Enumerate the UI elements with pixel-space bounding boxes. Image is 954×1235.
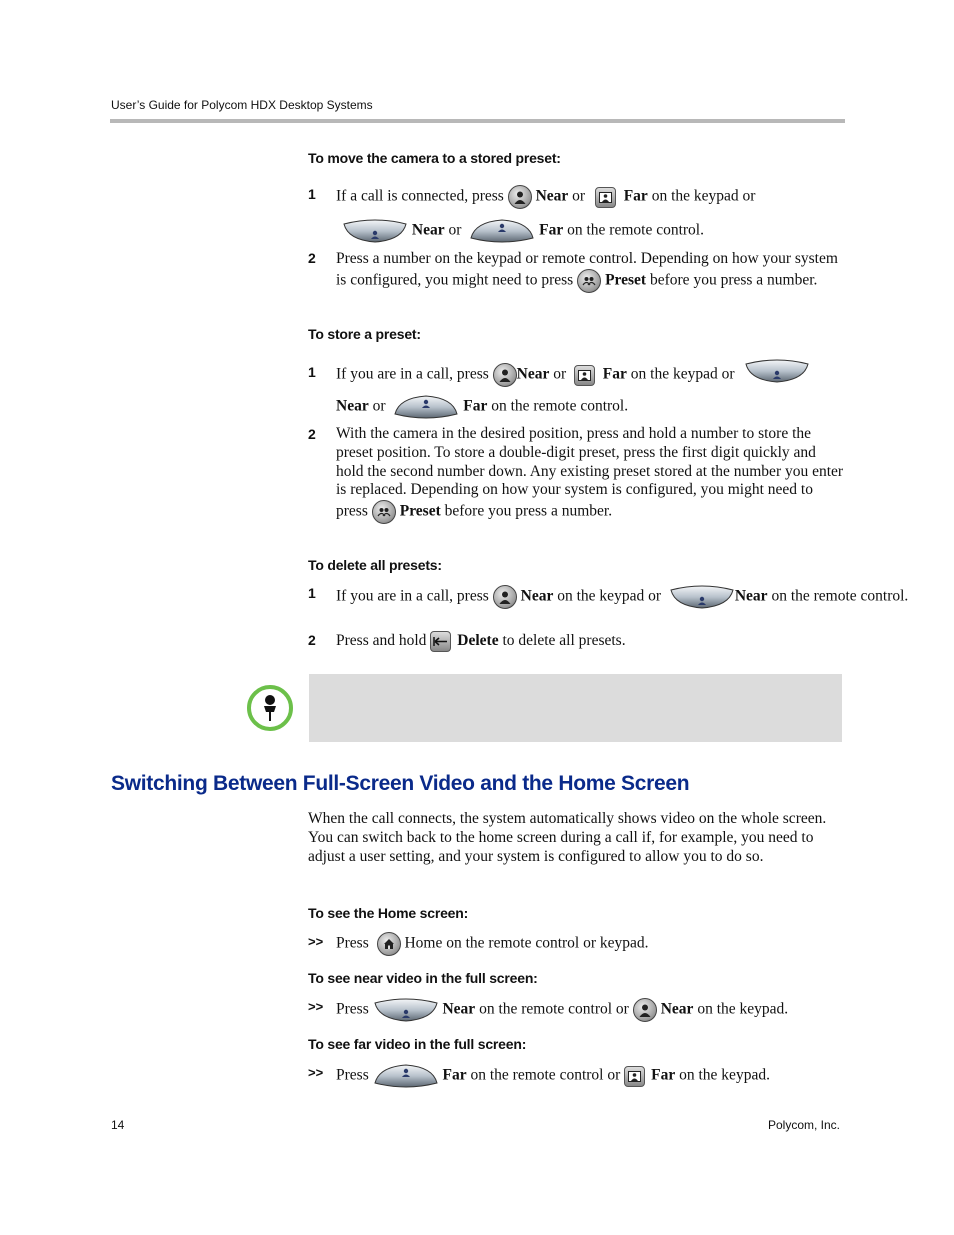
near-key-icon	[493, 585, 517, 609]
section-intro: When the call connects, the system automatically shows video on the whole screen. You can switch back to the home screen during a call if, for example, you need to adjust a user setting, and your system is configured to allow you to do so.	[308, 810, 827, 865]
procedure-heading-home: To see the Home screen:	[308, 905, 469, 921]
arrow-marker: >>	[308, 999, 324, 1014]
delete-key-icon	[430, 631, 451, 652]
step-number: 2	[308, 632, 316, 648]
header-rule	[110, 119, 845, 123]
procedure-heading-move-preset: To move the camera to a stored preset:	[308, 150, 561, 166]
far-key-icon	[595, 187, 616, 208]
step-text-continued: Near or Far on the remote control.	[336, 394, 628, 420]
far-key-icon	[574, 365, 595, 386]
step-number: 1	[308, 585, 316, 601]
step-text: If a call is connected, press Near or Far on the keypad or	[336, 185, 755, 209]
step-text: With the camera in the desired position, press and hold a number to store the preset position. To store a double-digit preset, press the first digit quickly and hold the second number down. Any existing preset stored at the number you enter is replaced. Depending on how your system is configured, you might need to press Preset before you press a number.	[336, 425, 846, 524]
step-text: Press and hold Delete to delete all presets.	[336, 631, 626, 652]
remote-near-icon	[342, 218, 408, 244]
step-text-continued: Near or Far on the remote control.	[342, 218, 704, 244]
procedure-heading-far-full: To see far video in the full screen:	[308, 1036, 527, 1052]
home-key-icon	[377, 932, 401, 956]
step-number: 1	[308, 364, 316, 380]
procedure-heading-near-full: To see near video in the full screen:	[308, 970, 538, 986]
procedure-heading-delete-presets: To delete all presets:	[308, 557, 442, 573]
remote-far-icon	[373, 1063, 439, 1089]
section-title: Switching Between Full-Screen Video and the Home Screen	[111, 772, 690, 795]
preset-key-icon	[577, 269, 601, 293]
remote-near-icon	[744, 358, 810, 384]
arrow-marker: >>	[308, 934, 324, 949]
note-pin-icon	[247, 685, 293, 731]
remote-far-icon	[469, 218, 535, 244]
preset-key-icon	[372, 500, 396, 524]
step-number: 2	[308, 250, 316, 266]
footer-company: Polycom, Inc.	[767, 1118, 840, 1132]
document-header: User’s Guide for Polycom HDX Desktop Systems	[111, 98, 373, 112]
page-number: 14	[111, 1118, 125, 1132]
step-number: 1	[308, 186, 316, 202]
step-text: Press Far on the remote control or Far on the keypad.	[336, 1063, 770, 1089]
step-text: Press a number on the keypad or remote control. Depending on how your system is configured, you might need to press Preset before you press a number.	[336, 250, 846, 293]
step-text: If you are in a call, press Near on the keypad or Near on the remote control.	[336, 584, 908, 610]
step-text: If you are in a call, press Near or Far on the keypad or	[336, 363, 810, 387]
far-key-icon	[624, 1066, 645, 1087]
near-key-icon	[493, 363, 517, 387]
remote-near-icon	[373, 997, 439, 1023]
remote-far-icon	[393, 394, 459, 420]
step-text: Press Home on the remote control or keypad.	[336, 932, 649, 956]
step-text: Press Near on the remote control or Near on the keypad.	[336, 997, 788, 1023]
arrow-marker: >>	[308, 1065, 324, 1080]
near-key-icon	[633, 998, 657, 1022]
remote-near-icon	[669, 584, 735, 610]
procedure-heading-store-preset: To store a preset:	[308, 326, 421, 342]
note-box	[309, 674, 842, 742]
near-key-icon	[508, 185, 532, 209]
step-number: 2	[308, 426, 316, 442]
